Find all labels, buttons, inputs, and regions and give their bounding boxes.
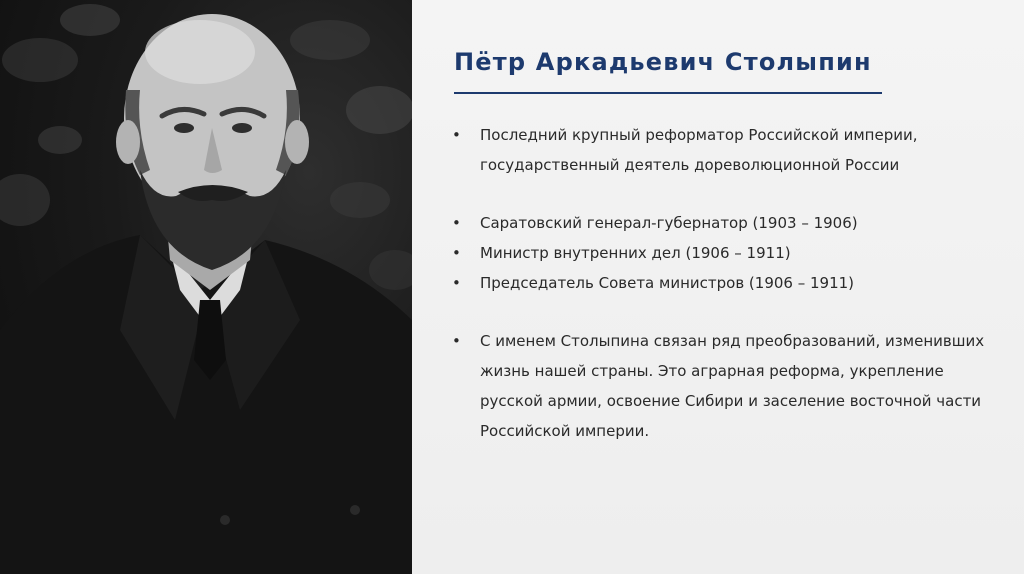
bullet-list — [452, 120, 992, 446]
bullet-item: • Председатель Совета министров (1906 – 1911) — [452, 268, 992, 298]
text-panel — [412, 0, 1024, 574]
bullet-item: • Саратовский генерал-губернатор (1903 – 1906) — [452, 208, 992, 238]
bullet-item: • Последний крупный реформатор Российской империи, государственный деятель дореволюционной России — [452, 120, 992, 180]
title-underline — [454, 92, 882, 94]
bullet-item: • С именем Столыпина связан ряд преобразований, изменивших жизнь нашей страны. Это аграрная реформа, укрепление русской армии, освоение Сибири и заселение восточной части Российской империи. — [452, 326, 992, 446]
portrait-photo — [0, 0, 412, 574]
bullet-item: • Министр внутренних дел (1906 – 1911) — [452, 238, 992, 268]
slide-title: Пётр Аркадьевич Столыпин — [454, 48, 872, 76]
